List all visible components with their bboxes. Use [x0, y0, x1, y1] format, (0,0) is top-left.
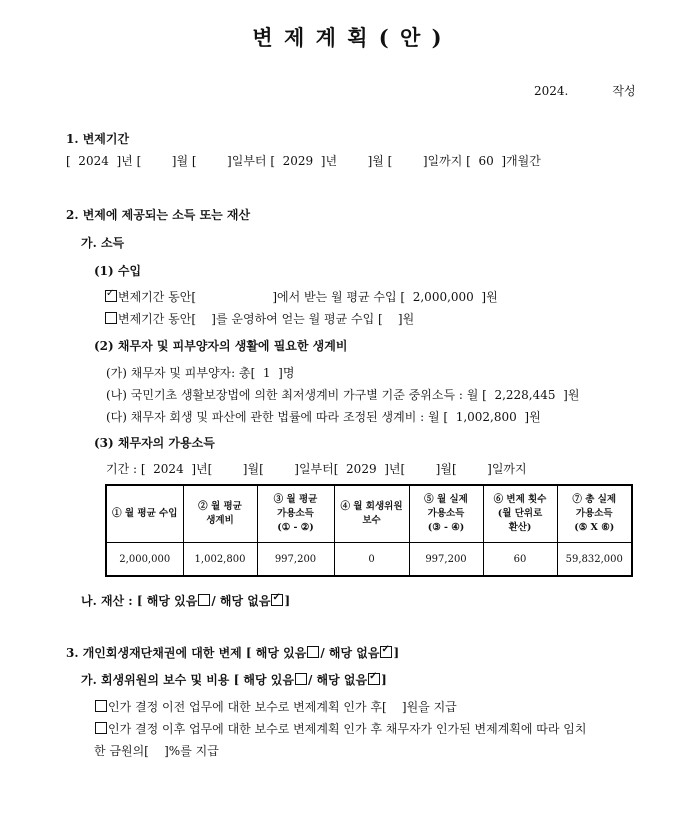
table-header-cell: ③ 월 평균 가용소득 (① - ②)	[257, 485, 334, 543]
revenue-line-1	[104, 288, 498, 305]
checkbox-property-not-applicable[interactable]	[271, 594, 283, 606]
table-header-cell: ⑤ 월 실제 가용소득 (③ - ④)	[409, 485, 483, 543]
table-cell: 997,200	[409, 543, 483, 577]
property-line: 나. 재산 : [ 해당 있음 / 해당 없음✓ ]	[81, 592, 290, 609]
table-header-row	[106, 485, 632, 543]
revenue-line-1-text: 변제기간 동안[ ]에서 받는 월 평균 수입 [ 2,000,000 ]원	[118, 290, 498, 304]
trustee-fee-heading: 가. 회생위원의 보수 및 비용 [ 해당 있음 / 해당 없음✓ ]	[81, 671, 387, 688]
section-3-heading: 3. 개인회생재단채권에 대한 변제 [ 해당 있음 / 해당 없음✓ ]	[66, 644, 399, 661]
document-title: 변 제 계 획 ( 안 )	[252, 25, 444, 50]
checkbox-property-applicable[interactable]	[198, 594, 210, 606]
living-cost-c: (다) 채무자 회생 및 파산에 관한 법률에 따라 조정된 생계비 : 월 [ 1,002,800 ]원	[106, 410, 541, 424]
living-cost-b: (나) 국민기초 생활보장법에 의한 최저생계비 가구별 기준 중위소득 : 월 [ 2,228,445 ]원	[106, 388, 580, 402]
table-row	[106, 543, 632, 577]
section-1-heading: 1. 변제기간	[66, 132, 130, 146]
available-income-heading: (3) 채무자의 가용소득	[94, 436, 215, 450]
table-cell: 997,200	[257, 543, 334, 577]
table-cell: 2,000,000	[106, 543, 183, 577]
table-header-cell: ④ 월 회생위원 보수	[334, 485, 409, 543]
checkbox-estate-claims-applicable[interactable]	[307, 646, 319, 658]
table-cell: 59,832,000	[557, 543, 632, 577]
table-header-cell: ② 월 평균 생계비	[183, 485, 257, 543]
table-cell: 0	[334, 543, 409, 577]
trustee-fee-item-1: 인가 결정 이전 업무에 대한 보수로 변제계획 인가 후[ ]원을 지급	[94, 698, 457, 715]
table-header-cell: ⑦ 총 실제 가용소득 (⑤ X ⑥)	[557, 485, 632, 543]
checkbox-fee-after-approval[interactable]	[95, 722, 107, 734]
checkbox-trustee-fee-applicable[interactable]	[295, 673, 307, 685]
date-year: 2024.	[534, 84, 569, 98]
table-cell: 60	[483, 543, 557, 577]
trustee-fee-item-2: 인가 결정 이후 업무에 대한 보수로 변제계획 인가 후 채무자가 인가된 변제계획에 따라 임치	[94, 720, 587, 737]
revenue-line-2-text: 변제기간 동안[ ]를 운영하여 얻는 월 평균 수입 [ ]원	[118, 312, 415, 326]
checkbox-employment-income[interactable]	[105, 290, 117, 302]
section-2-heading: 2. 변제에 제공되는 소득 또는 재산	[66, 208, 251, 222]
revenue-line-2	[104, 310, 414, 327]
income-subheading: 가. 소득	[81, 236, 125, 250]
date-suffix: 작성	[612, 84, 636, 98]
checkbox-estate-claims-not-applicable[interactable]	[380, 646, 392, 658]
repayment-period-line: [ 2024 ]년 [ ]월 [ ]일부터 [ 2029 ]년 ]월 [ ]일까지 [ 60 ]개월간	[66, 154, 541, 168]
living-cost-a: (가) 채무자 및 피부양자: 총[ 1 ]명	[106, 366, 295, 380]
living-cost-heading: (2) 채무자 및 피부양자의 생활에 필요한 생계비	[94, 339, 348, 353]
document-date	[534, 82, 636, 99]
table-cell: 1,002,800	[183, 543, 257, 577]
checkbox-fee-before-approval[interactable]	[95, 700, 107, 712]
available-income-period: 기간 : [ 2024 ]년[ ]월[ ]일부터[ 2029 ]년[ ]월[ ]일까지	[106, 462, 527, 476]
revenue-heading: (1) 수입	[94, 264, 142, 278]
table-header-cell: ① 월 평균 수입	[106, 485, 183, 543]
checkbox-trustee-fee-not-applicable[interactable]	[368, 673, 380, 685]
checkbox-business-income[interactable]	[105, 312, 117, 324]
available-income-table	[105, 484, 633, 577]
table-header-cell: ⑥ 변제 횟수 (월 단위로 환산)	[483, 485, 557, 543]
trustee-fee-item-2-continued: 한 금원의[ ]%를 지급	[94, 744, 219, 758]
